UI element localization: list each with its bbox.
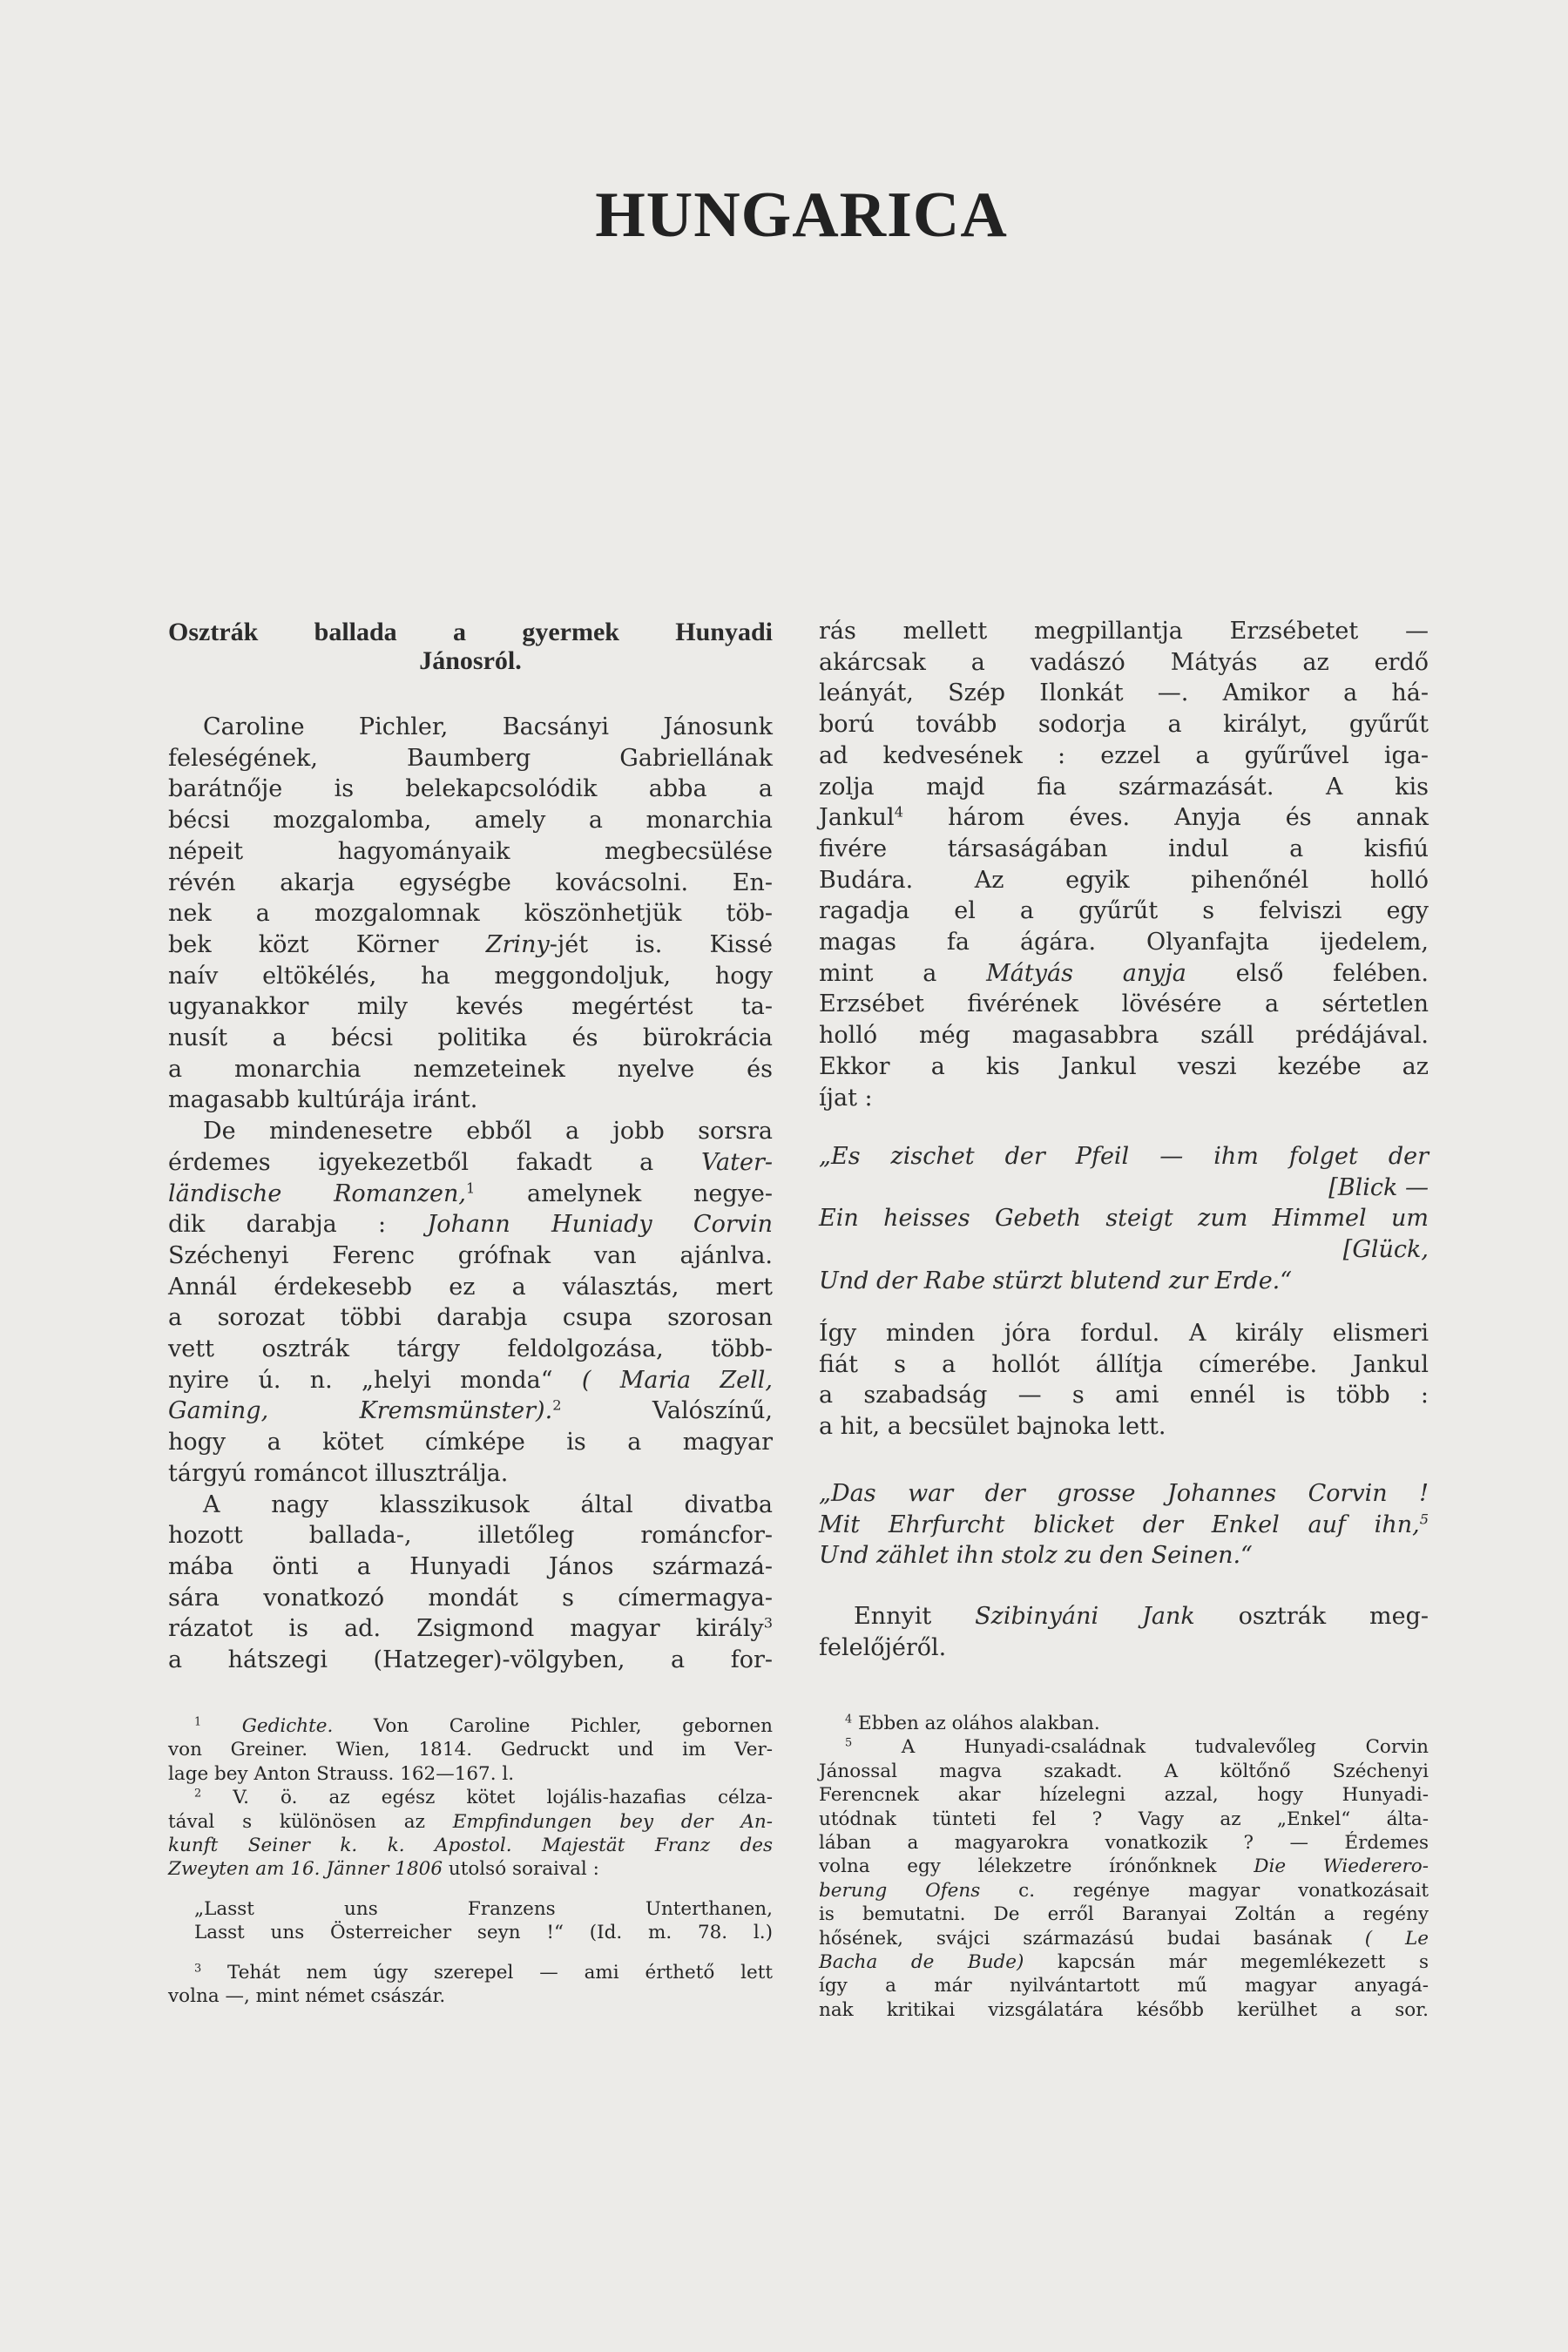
text-run: A Hunyadi-családnak tudvalevőleg Corvin <box>852 1736 1429 1759</box>
text-run: feleségének, Baumberg Gabriellának <box>168 744 773 772</box>
italic-text: ( Maria Zell, <box>581 1366 773 1394</box>
text-run: Ekkor a kis Jankul veszi kezébe az <box>819 1052 1429 1080</box>
text-line <box>819 616 1429 647</box>
text-line <box>819 1712 1429 1735</box>
italic-text: Vater- <box>701 1148 773 1176</box>
text-line <box>819 1855 1429 1878</box>
text-run: volna —, mint német császár. <box>168 1985 446 2008</box>
text-line <box>819 1927 1429 1950</box>
text-run: ad kedvesének : ezzel a gyűrűvel iga- <box>819 741 1429 769</box>
text-run: Annál érdekesebb ez a választás, mert <box>168 1273 773 1301</box>
text-line <box>819 709 1429 740</box>
italic-text: Zriny <box>485 930 550 958</box>
text-run: révén akarja egységbe kovácsolni. En- <box>168 868 773 896</box>
italic-text: Johann Huniady Corvin <box>427 1211 774 1239</box>
text-run: nyire ú. n. „helyi monda“ <box>168 1366 582 1394</box>
italic-text: Gaming, Kremsmünster). <box>168 1397 553 1425</box>
text-line <box>168 1834 773 1857</box>
paragraph <box>819 1601 1429 1663</box>
text-run: íjat : <box>819 1084 873 1112</box>
text-line <box>168 1365 773 1396</box>
text-line <box>168 1302 773 1334</box>
text-line <box>819 1234 1429 1266</box>
paragraph <box>168 1116 773 1489</box>
text-run: zolja majd fia származását. A kis <box>819 773 1429 801</box>
footnotes-left <box>168 1714 773 2008</box>
article-heading <box>168 618 773 675</box>
right-column-paragraph <box>819 1318 1429 1443</box>
text-line <box>819 1380 1429 1411</box>
text-run: A nagy klasszikusok által divatba <box>203 1490 773 1518</box>
text-run: Und zählet ihn stolz zu den Seinen.“ <box>819 1542 1253 1570</box>
text-run: De mindenesetre ebből a jobb sorsra <box>203 1118 773 1146</box>
text-line <box>819 1051 1429 1083</box>
text-run: Von Caroline Pichler, gebornen <box>333 1715 773 1737</box>
text-run: tával s különösen az <box>168 1810 453 1833</box>
text-run: [Glück, <box>1342 1236 1429 1264</box>
text-line <box>168 774 773 805</box>
text-run: nusít a bécsi politika és bürokrácia <box>168 1024 773 1052</box>
text-run: Caroline Pichler, Bacsányi Jánosunk <box>203 713 773 740</box>
text-run: V. ö. az egész kötet lojális-hazafias célza- <box>201 1787 773 1809</box>
text-line <box>819 1735 1429 1759</box>
text-line <box>819 740 1429 772</box>
text-run: is bemutatni. De erről Baranyai Zoltán a regény <box>819 1903 1429 1926</box>
text-run: érdemes igyekezetből fakadt a <box>168 1148 702 1176</box>
text-run: sára vonatkozó mondát s címermagya- <box>168 1584 773 1612</box>
text-line <box>194 1897 773 1921</box>
paragraph <box>168 618 773 675</box>
text-line <box>819 678 1429 709</box>
text-run: első felében. <box>1186 959 1429 987</box>
text-run: c. regénye magyar vonatkozásait <box>980 1879 1429 1902</box>
text-line <box>168 1396 773 1427</box>
text-line <box>819 1083 1429 1114</box>
paragraph <box>168 1897 773 1945</box>
italic-text: Szibinyáni Jank <box>975 1603 1195 1630</box>
text-run: akárcsak a vadászó Mátyás az erdő <box>819 648 1429 676</box>
text-run: nak kritikai vizsgálatára később kerülhet a sor. <box>819 1998 1429 2021</box>
paragraph <box>819 1712 1429 1735</box>
text-run: Jánossal magva szakadt. A költőnő Széchenyi <box>819 1760 1429 1782</box>
text-run: Ferencnek akar hízelegni azzal, hogy Hunyadi- <box>819 1784 1429 1807</box>
paragraph <box>168 1714 773 1786</box>
text-line <box>168 1179 773 1210</box>
text-line <box>168 1520 773 1551</box>
text-run: mába önti a Hunyadi János származá- <box>168 1552 773 1580</box>
footnote-marker: 4 <box>845 1713 853 1727</box>
text-run: magasabb kultúrája iránt. <box>168 1086 478 1114</box>
italic-text: Zweyten am 16. Jänner 1806 <box>168 1858 443 1881</box>
text-run: „Das war der grosse Johannes Corvin ! <box>819 1480 1429 1507</box>
text-run: hozott ballada-, illetőleg románcfor- <box>168 1522 773 1550</box>
quoted-verse <box>819 1141 1429 1297</box>
paragraph <box>168 1786 773 1882</box>
text-line <box>819 1879 1429 1903</box>
text-line <box>168 1738 773 1761</box>
italic-text: Gedichte. <box>241 1715 334 1737</box>
text-line <box>819 1632 1429 1664</box>
text-line <box>819 1173 1429 1204</box>
quoted-verse <box>819 1478 1429 1571</box>
text-line <box>168 1762 773 1786</box>
text-run: leányát, Szép Ilonkát —. Amikor a há- <box>819 679 1429 707</box>
text-line <box>168 961 773 992</box>
text-line <box>168 743 773 774</box>
text-line <box>168 1786 773 1809</box>
text-line <box>819 1141 1429 1173</box>
text-line <box>168 1209 773 1240</box>
text-line <box>819 896 1429 927</box>
text-run: osztrák meg- <box>1194 1603 1429 1630</box>
text-run: fiát s a hollót állítja címerébe. Jankul <box>819 1350 1429 1378</box>
text-line <box>819 1974 1429 1997</box>
text-line <box>819 865 1429 896</box>
text-line <box>819 958 1429 990</box>
text-line <box>819 1510 1429 1541</box>
italic-text: Die Wiederero- <box>1254 1855 1429 1878</box>
text-run: Osztrák ballada a gyermek Hunyadi <box>168 618 773 646</box>
text-run: utolsó soraival : <box>443 1858 599 1881</box>
text-run <box>201 1715 242 1737</box>
closing-paragraph <box>819 1601 1429 1663</box>
paragraph <box>819 1478 1429 1571</box>
text-run: von Greiner. Wien, 1814. Gedruckt und im Ver- <box>168 1739 773 1761</box>
text-run: Jánosról. <box>419 646 522 675</box>
text-line <box>819 1831 1429 1855</box>
text-run: felelőjéről. <box>819 1633 947 1661</box>
right-column-body <box>819 616 1429 1113</box>
italic-text: berung Ofens <box>819 1879 981 1902</box>
footnote-marker: 4 <box>894 803 904 821</box>
text-line <box>168 1645 773 1676</box>
text-line <box>819 802 1429 834</box>
text-run: Jankul <box>819 804 895 832</box>
text-run: három éves. Anyja és annak <box>903 804 1429 832</box>
text-line <box>819 1998 1429 2022</box>
text-line <box>819 1020 1429 1051</box>
text-run: Széchenyi Ferenc grófnak van ajánlva. <box>168 1241 773 1269</box>
text-line <box>819 834 1429 865</box>
text-line <box>819 1903 1429 1926</box>
text-run: „Lasst uns Franzens Unterthanen, <box>194 1897 773 1920</box>
text-line <box>168 1023 773 1054</box>
text-run: [Blick — <box>1328 1173 1429 1201</box>
text-line <box>819 1349 1429 1381</box>
text-run: Und der Rabe stürzt blutend zur Erde.“ <box>819 1267 1293 1294</box>
text-line <box>168 929 773 961</box>
text-run: Ennyit <box>854 1603 976 1630</box>
text-line <box>168 1961 773 1984</box>
text-line <box>168 618 773 646</box>
text-run: tárgyú románcot illusztrálja. <box>168 1459 509 1487</box>
text-run: dik darabja : <box>168 1211 428 1239</box>
text-run: utódnak tünteti fel ? Vagy az „Enkel“ álta- <box>819 1808 1429 1830</box>
text-run: a sorozat többi darabja csupa szorosan <box>168 1304 773 1332</box>
italic-text: kunft Seiner k. k. Apostol. Majestät Franz des <box>168 1835 773 1857</box>
text-run: amelynek negye- <box>475 1179 773 1207</box>
text-line <box>168 805 773 836</box>
text-run: -jét is. Kissé <box>549 930 773 958</box>
italic-text: ländische Romanzen, <box>168 1179 466 1207</box>
text-line <box>168 1240 773 1272</box>
text-line <box>819 1950 1429 1974</box>
text-line <box>168 1054 773 1085</box>
text-line <box>168 1085 773 1116</box>
text-run: ugyanakkor mily kevés megértést ta- <box>168 993 773 1021</box>
italic-text: Empfindungen bey der An- <box>452 1810 773 1833</box>
text-line <box>168 991 773 1023</box>
text-line <box>168 868 773 899</box>
text-run: rázatot is ad. Zsigmond magyar király <box>168 1615 764 1643</box>
text-run: Ein heisses Gebeth steigt zum Himmel um <box>819 1205 1429 1233</box>
footnote-marker: 1 <box>194 1715 202 1729</box>
text-line <box>168 1147 773 1179</box>
page-title: HUNGARICA <box>595 179 1008 251</box>
paragraph <box>819 1318 1429 1443</box>
text-run: Lasst uns Österreicher seyn !“ (Id. m. 78. l.) <box>194 1922 773 1944</box>
text-run: lage bey Anton Strauss. 162—167. l. <box>168 1762 515 1785</box>
text-line <box>819 1478 1429 1510</box>
text-run: Budára. Az egyik pihenőnél holló <box>819 866 1429 894</box>
text-line <box>168 1583 773 1614</box>
text-line <box>168 646 773 675</box>
text-line <box>168 1613 773 1645</box>
text-run: Mit Ehrfurcht blicket der Enkel auf ihn, <box>819 1511 1420 1538</box>
text-run: vett osztrák tárgy feldolgozása, több- <box>168 1335 773 1363</box>
text-line <box>819 1266 1429 1297</box>
text-run: Ebben az oláhos alakban. <box>852 1713 1100 1734</box>
text-run: a hit, a becsület bajnoka lett. <box>819 1413 1166 1441</box>
text-line <box>168 1116 773 1147</box>
italic-text: Bacha de Bude) <box>819 1951 1024 1974</box>
text-run: hogy a kötet címképe is a magyar <box>168 1429 773 1456</box>
paragraph <box>819 1141 1429 1297</box>
text-line <box>168 1490 773 1521</box>
italic-text: Mátyás anyja <box>986 959 1186 987</box>
text-run: Valószínű, <box>561 1397 773 1425</box>
text-line <box>819 647 1429 679</box>
text-run: bécsi mozgalomba, amely a monarchia <box>168 807 773 835</box>
text-run: mint a <box>819 959 987 987</box>
text-line <box>168 1714 773 1738</box>
text-line <box>194 1921 773 1944</box>
text-line <box>168 1458 773 1490</box>
text-line <box>168 1427 773 1458</box>
text-line <box>168 836 773 868</box>
footnote-marker: 5 <box>1419 1510 1429 1527</box>
text-line <box>819 1601 1429 1632</box>
text-line <box>819 927 1429 958</box>
text-run: volna egy lélekzetre írónőnknek <box>819 1855 1254 1878</box>
text-run: a hátszegi (Hatzeger)-völgyben, a for- <box>168 1646 773 1674</box>
text-line <box>168 1334 773 1365</box>
paragraph <box>819 616 1429 1113</box>
text-line <box>168 1984 773 2008</box>
text-run: magas fa ágára. Olyanfajta ijedelem, <box>819 929 1429 956</box>
text-run: nek a mozgalomnak köszönhetjük töb- <box>168 900 773 928</box>
text-line <box>819 1540 1429 1571</box>
text-line <box>168 898 773 929</box>
text-line <box>819 1783 1429 1807</box>
footnote-marker: 3 <box>763 1614 773 1632</box>
paragraph <box>168 712 773 1116</box>
text-line <box>819 1318 1429 1349</box>
text-run: így a már nyilvántartott mű magyar anyagá- <box>819 1975 1429 1997</box>
text-line <box>168 1551 773 1583</box>
left-column-body <box>168 712 773 1676</box>
text-run: Így minden jóra fordul. A király elismeri <box>819 1320 1429 1347</box>
text-run: naív eltökélés, ha meggondoljuk, hogy <box>168 962 773 990</box>
italic-text: ( Le <box>1364 1927 1429 1950</box>
text-line <box>819 1411 1429 1443</box>
text-line <box>819 1808 1429 1831</box>
text-line <box>168 1810 773 1834</box>
footnote-marker: 2 <box>552 1396 562 1414</box>
text-run: barátnője is belekapcsolódik abba a <box>168 775 773 803</box>
text-line <box>168 1272 773 1303</box>
paragraph <box>168 1490 773 1676</box>
text-run: bek közt Körner <box>168 930 486 958</box>
footnote-marker: 1 <box>465 1179 476 1196</box>
text-line <box>819 989 1429 1020</box>
text-line <box>168 712 773 743</box>
text-line <box>168 1857 773 1881</box>
paragraph <box>819 1735 1429 2022</box>
text-run: holló még magasabbra száll prédájával. <box>819 1022 1429 1050</box>
text-run: Tehát nem úgy szerepel — ami érthető lett <box>201 1961 773 1984</box>
text-run: Erzsébet fivérének lövésére a sértetlen <box>819 990 1429 1018</box>
text-run: fivére társaságában indul a kisfiú <box>819 835 1429 862</box>
footnote-marker: 2 <box>194 1787 202 1801</box>
text-line <box>819 772 1429 803</box>
footnotes-right <box>819 1712 1429 2022</box>
text-run: „Es zischet der Pfeil — ihm folget der <box>819 1143 1429 1170</box>
text-run: hősének, svájci származású budai basának <box>819 1927 1365 1950</box>
text-run: ragadja el a gyűrűt s felviszi egy <box>819 897 1429 925</box>
text-run: a szabadság — s ami ennél is több : <box>819 1382 1429 1409</box>
footnote-marker: 3 <box>194 1961 202 1975</box>
text-line <box>819 1203 1429 1234</box>
text-run: ború tovább sodorja a királyt, gyűrűt <box>819 711 1429 739</box>
text-run: lában a magyarokra vonatkozik ? — Érdemes <box>819 1832 1429 1855</box>
paragraph <box>168 1961 773 2009</box>
text-line <box>819 1760 1429 1783</box>
footnote-marker: 5 <box>845 1736 853 1750</box>
text-run: népeit hagyományaik megbecsülése <box>168 837 773 865</box>
text-run: kapcsán már megemlékezett s <box>1024 1951 1429 1974</box>
text-run: rás mellett megpillantja Erzsébetet — <box>819 618 1429 645</box>
text-run: a monarchia nemzeteinek nyelve és <box>168 1055 773 1083</box>
